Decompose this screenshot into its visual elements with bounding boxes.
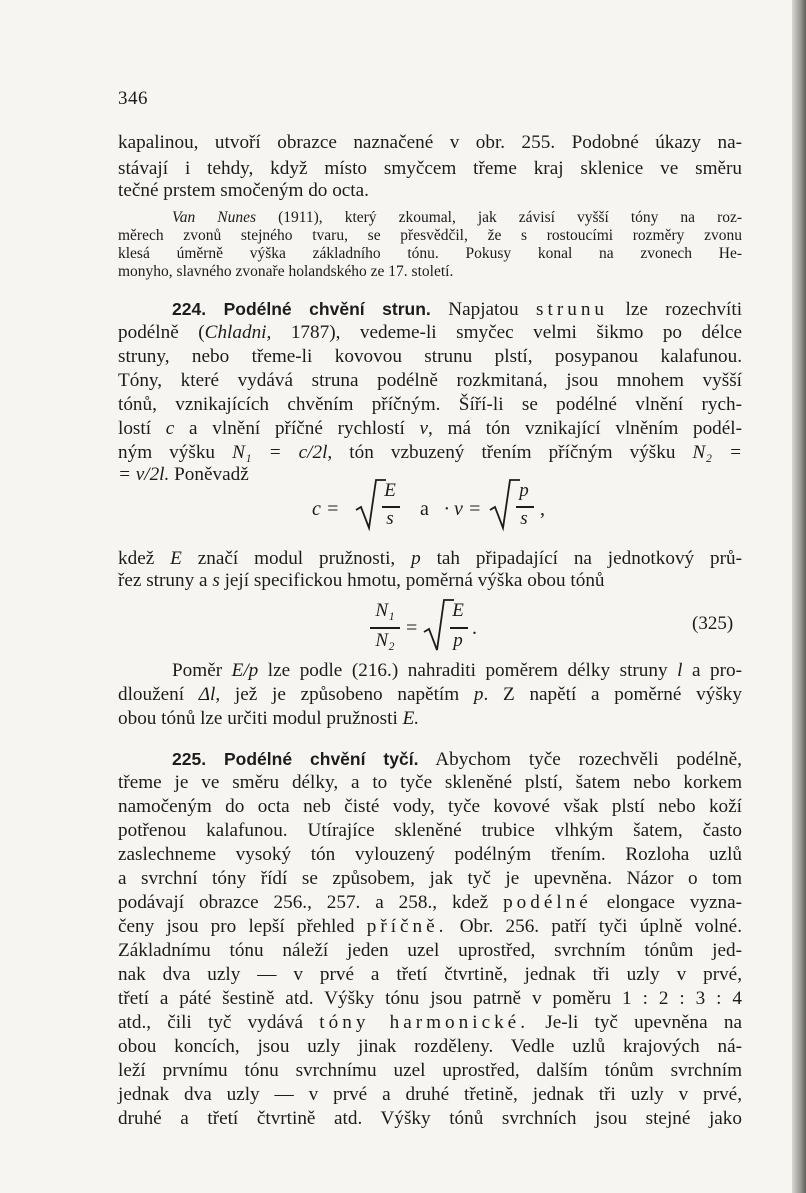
formula-punctuation: .	[472, 617, 477, 639]
text: lze rozechvíti	[625, 299, 743, 320]
text: . Z napětí a poměrné výšky	[483, 684, 742, 705]
fraction-denominator: s	[386, 508, 394, 529]
symbol: l	[677, 660, 683, 681]
fraction-numerator: N₁	[375, 600, 395, 621]
text-line	[118, 890, 742, 916]
formula-lhs: · v =	[444, 498, 482, 520]
text-line: namočeným do octa neb čisté vody, tyče kovové však plstí nebo koží	[118, 796, 742, 817]
formula-punctuation: ,	[540, 498, 545, 520]
fraction-denominator: N₂	[375, 630, 395, 651]
text: její specifickou hmotu, poměrná výška obou tónů	[219, 570, 605, 591]
text: Abychom tyče rozechvěli podélně,	[435, 749, 742, 770]
text: Napjatou	[448, 299, 519, 320]
text-line	[118, 568, 742, 594]
fraction-numerator: E	[384, 480, 396, 501]
symbol: s	[212, 570, 220, 591]
text: značí modul pružnosti,	[181, 548, 412, 569]
text-line	[118, 706, 742, 732]
spaced-text: podélné	[503, 892, 592, 913]
text-line	[172, 658, 742, 684]
text: , má tón vznikající vlněním podél-	[428, 418, 742, 439]
text: kdež	[118, 548, 171, 569]
text-line	[118, 1010, 742, 1036]
formula: = v/2l.	[118, 464, 170, 485]
symbol: E.	[402, 708, 420, 729]
section-224-heading: 224. Podélné chvění strun.	[172, 299, 431, 319]
text: čeny jsou pro lepší přehled	[118, 916, 355, 937]
symbol: v	[419, 418, 429, 439]
fraction-denominator: p	[453, 630, 463, 651]
text: podélně (	[118, 322, 205, 343]
text-line: tónů, vznikajících chvěním příčným. Šíří-li se podélné vlnění rych-	[118, 394, 742, 415]
symbol: Δl	[198, 684, 216, 705]
text: řez struny a	[118, 570, 213, 591]
text-line	[118, 462, 742, 488]
text: podávají obrazce 256., 257. a 258., kdež	[118, 892, 489, 913]
text-line: třetí a páté šestině atd. Výšky tónu jsou patrně v poměru 1 : 2 : 3 : 4	[118, 988, 742, 1009]
page-edge-shadow	[792, 0, 806, 1193]
formula-equals: =	[406, 617, 418, 639]
text-line	[118, 416, 742, 442]
text: Obr. 256. patří tyči úplně volné.	[459, 916, 742, 937]
text: obou tónů lze určiti modul pružnosti	[118, 708, 403, 729]
text-line: kapalinou, utvoří obrazce naznačené v obr. 255. Podobné úkazy na-	[118, 132, 742, 153]
text: Je-li tyč upevněna na	[545, 1012, 743, 1033]
spaced-text: příčně.	[366, 916, 448, 937]
symbol: E	[170, 548, 182, 569]
text: lostí	[118, 418, 166, 439]
text-line: jednak dva uzly — v prvé a druhé třetině, jednak tři uzly v prvé,	[118, 1084, 742, 1105]
symbol: p	[473, 684, 484, 705]
text-line	[118, 320, 742, 346]
equation-number: (325)	[692, 613, 734, 634]
text-line: a svrchní tóny řídí se způsobem, jak tyč je upevněna. Názor o tom	[118, 868, 742, 889]
note-line: monyho, slavného zvonaře holandského ze 17. století.	[118, 263, 454, 280]
text: a vlnění příčné rychlostí	[174, 418, 420, 439]
text: lze podle (216.) nahraditi poměrem délky struny	[258, 660, 678, 681]
text: Poněvadž	[169, 464, 249, 485]
section-225-heading: 225. Podélné chvění tyčí.	[172, 749, 419, 769]
formula: N₁ = c/2l	[232, 442, 328, 463]
text-line: druhé a třetí čtvrtině atd. Výšky tónů svrchních jsou stejné jako	[118, 1108, 742, 1129]
text: tah připadající na jednotkový prů-	[420, 548, 742, 569]
text: , jež je způsobeno napětím	[215, 684, 474, 705]
symbol: E/p	[231, 660, 259, 681]
text-line: nak dva uzly — v prvé a třetí čtvrtině, jednak tři uzly v prvé,	[118, 964, 742, 985]
symbol: p	[411, 548, 421, 569]
fraction-numerator: p	[519, 480, 529, 501]
text: dloužení	[118, 684, 199, 705]
fraction-denominator: s	[520, 508, 528, 529]
text-line: struny, nebo třeme-li kovovou strunu plstí, posypanou kalafunou.	[118, 346, 742, 367]
text-line: stávají i tehdy, když místo smyčcem třeme kraj sklenice ve směru	[118, 158, 742, 179]
spaced-text: tóny harmonické.	[319, 1012, 529, 1033]
text: a pro-	[682, 660, 742, 681]
note-line	[172, 208, 742, 228]
note-line: klesá úměrně výška základního tónu. Pokusy konal na zvonech He-	[118, 245, 742, 262]
text-line	[118, 682, 742, 708]
text-line: leží prvnímu tónu svrchnímu uzel uprostřed, dalším tónům svrchním	[118, 1060, 742, 1081]
text: Poměr	[172, 660, 232, 681]
section-224-line	[172, 296, 742, 322]
text-line: Základnímu tónu náleží jeden uzel uprostřed, svrchním tónům jed-	[118, 940, 742, 961]
text-line: obou koncích, jsou uzly jinak rozděleny. Vedle uzlů krajových ná-	[118, 1036, 742, 1057]
text: elongace vyzna-	[606, 892, 743, 913]
text-line: zaslechneme vysoký tón vylouzený podélným třením. Rozloha uzlů	[118, 844, 742, 865]
fraction-bar	[370, 627, 400, 629]
note-text: (1911), který zkoumal, jak závisí vyšší tóny na roz-	[278, 209, 743, 226]
section-225-line	[172, 746, 742, 772]
text-line: potřenou kalafunou. Utírajíce skleněné trubice vlhkým šatem, často	[118, 820, 742, 841]
text-line	[118, 914, 742, 940]
page-number: 346	[118, 88, 148, 109]
fraction-bar	[450, 627, 468, 629]
text-line: Tóny, které vydává struna podélně rozkmitaná, jsou mnohem vyšší	[118, 370, 742, 391]
symbol: c	[165, 418, 175, 439]
note-line: měrech zvonů stejného tvaru, se přesvědčil, že s rostoucími rozměry zvonu	[118, 227, 742, 244]
note-author: Van Nunes	[172, 209, 257, 226]
spaced-text: strunu	[536, 299, 609, 320]
text-line: třeme je ve směru délky, a to tyče skleněné plstí, šatem nebo korkem	[118, 772, 742, 793]
formula-lhs: c =	[312, 498, 340, 520]
citation: Chladni,	[204, 322, 272, 343]
fraction-numerator: E	[452, 600, 464, 621]
text: ným výšku	[118, 442, 233, 463]
text: , tón vzbuzený třením příčným výšku	[327, 442, 693, 463]
text: 1787), vedeme-li smyčec velmi šikmo po délce	[271, 322, 742, 343]
text: atd., čili tyč vydává	[118, 1012, 304, 1033]
formula: N₂ =	[692, 442, 742, 463]
formula-connector: a	[420, 498, 429, 520]
text-line: tečné prstem smočeným do octa.	[118, 180, 369, 201]
